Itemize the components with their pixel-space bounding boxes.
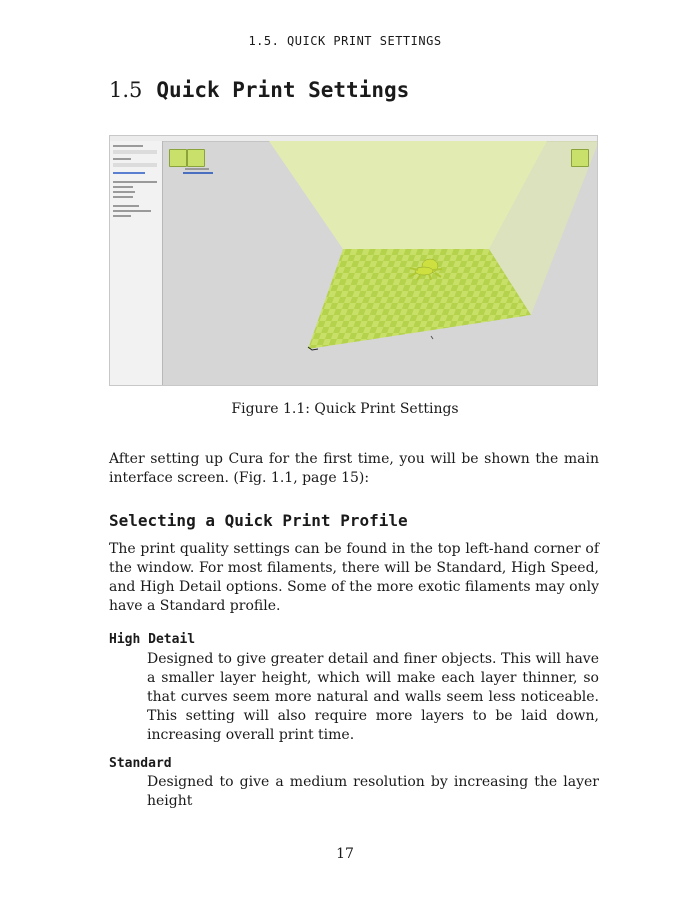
build-plate [308, 249, 531, 349]
definition-desc-high-detail: Designed to give greater detail and finer objects. This will have a smaller layer height, which will make each layer thinner, so that curves seem more natural and walls seem less noticeable. This setting will also require more layers to be laid down, increasing overall print time. [147, 651, 599, 743]
definition-term-high-detail: High Detail [109, 632, 196, 647]
definition-desc-standard: Designed to give a medium resolution by increasing the layer height [147, 774, 599, 809]
screenshot-load-button [169, 149, 187, 167]
screenshot-3d-viewport [163, 141, 597, 385]
subsection-paragraph: The print quality settings can be found in the top left-hand corner of the window. For most filaments, there will be Standard, High Speed, and High Detail options. Some of the more exotic filaments may only have a Standard profile. [109, 541, 599, 614]
screenshot-settings-panel [110, 141, 163, 385]
figure-screenshot [109, 135, 598, 386]
section-title [109, 78, 409, 102]
section-title-text: Quick Print Settings [156, 78, 410, 102]
definition-term-standard: Standard [109, 756, 172, 771]
intro-paragraph: After setting up Cura for the first time, you will be shown the main interface screen. (Fig. 1.1, page 15): [109, 451, 599, 486]
figure-caption: Figure 1.1: Quick Print Settings [231, 401, 459, 417]
running-header: 1.5. QUICK PRINT SETTINGS [248, 34, 442, 48]
section-number: 1.5 [109, 78, 143, 102]
subsection-heading: Selecting a Quick Print Profile [109, 511, 408, 530]
screenshot-print-button [571, 149, 589, 167]
screenshot-view-button [187, 149, 205, 167]
page-number: 17 [336, 846, 354, 862]
